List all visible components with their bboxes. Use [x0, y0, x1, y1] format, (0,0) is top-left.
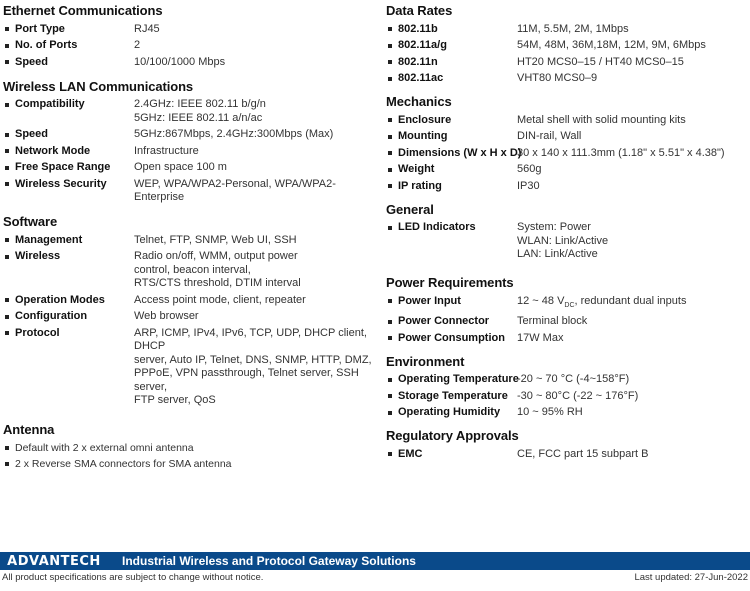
bullet-icon [388, 184, 392, 188]
section-title: Ethernet Communications [3, 3, 163, 18]
power-section [386, 273, 748, 347]
bullet-icon [388, 168, 392, 172]
spec-row [3, 176, 375, 206]
left-column [3, 0, 375, 472]
spec-label: Power Input [398, 294, 461, 307]
spec-label: Storage Temperature [398, 389, 508, 402]
section-title: Antenna [3, 422, 55, 437]
spec-value: 10/100/1000 Mbps [134, 55, 226, 68]
spec-value: Infrastructure [134, 144, 199, 157]
spec-label: 802.11ac [398, 72, 444, 84]
bullet-icon [5, 27, 9, 31]
spec-label: Wireless Security [15, 177, 107, 190]
disclaimer-note: All product specifications are subject to change without notice. [2, 572, 264, 583]
spec-value: 2 [134, 39, 141, 51]
software-section [3, 212, 375, 409]
spec-label: Power Consumption [398, 331, 505, 344]
spec-row [386, 178, 748, 195]
power-input-value-suffix: , redundant dual inputs [574, 294, 687, 307]
spec-row [386, 162, 748, 179]
spec-value: 17W Max [517, 331, 564, 344]
spec-row [3, 127, 375, 144]
regulatory-section [386, 426, 748, 463]
spec-row [386, 220, 748, 264]
footer-title: Industrial Wireless and Protocol Gateway Solutions [122, 554, 416, 568]
bullet-icon [5, 182, 9, 186]
bullet-icon [388, 336, 392, 340]
spec-value: DIN-rail, Wall [517, 130, 582, 142]
spec-value: IP30 [517, 179, 540, 192]
spec-value: RJ45 [134, 22, 160, 35]
bullet-icon [5, 238, 9, 242]
spec-row [3, 309, 375, 326]
section-title: Environment [386, 353, 465, 369]
bullet-icon [5, 298, 9, 302]
spec-row [3, 249, 375, 293]
spec-label: Port Type [15, 22, 65, 35]
spec-row [386, 446, 748, 463]
power-input-value: 12 ~ 48 V [517, 294, 565, 307]
bullet-icon [5, 446, 9, 450]
bullet-icon [5, 315, 9, 319]
spec-value: -20 ~ 70 °C (-4~158°F) [517, 373, 630, 386]
spec-label: Network Mode [15, 144, 91, 157]
spec-row [3, 232, 375, 249]
spec-label: EMC [398, 447, 423, 460]
spec-row [3, 325, 375, 409]
spec-value: CE, FCC part 15 subpart B [517, 447, 649, 460]
spec-value: HT20 MCS0–15 / HT40 MCS0–15 [517, 55, 684, 68]
spec-row [3, 143, 375, 160]
spec-row [386, 388, 748, 405]
spec-row [386, 21, 748, 38]
spec-row [3, 97, 375, 127]
spec-label: Speed [15, 128, 49, 140]
spec-row [386, 372, 748, 389]
section-title: Data Rates [386, 3, 453, 18]
mechanics-section [386, 92, 748, 195]
spec-label: Power Connector [398, 315, 490, 328]
spec-value: Metal shell with solid mounting kits [517, 113, 686, 126]
spec-value: 54M, 48M, 36M,18M, 12M, 9M, 6Mbps [517, 39, 706, 51]
section-title: General [386, 201, 434, 217]
bullet-icon [388, 118, 392, 122]
spec-value: ARP, ICMP, IPv4, IPv6, TCP, UDP, DHCP client, DHCP server, Auto IP, Telnet, DNS, SNMP, HTTP, DMZ, PPPoE, VPN passthrough, Telnet server, SSH server, FTP server, QoS [134, 326, 372, 406]
spec-row [386, 38, 748, 55]
bullet-icon [5, 133, 9, 137]
spec-row [386, 129, 748, 146]
bullet-icon [5, 462, 9, 466]
spec-value: Radio on/off, WMM, output power control, beacon interval, RTS/CTS threshold, DTIM interval [134, 250, 301, 289]
bullet-icon [388, 411, 392, 415]
spec-value: Access point mode, client, repeater [134, 293, 306, 306]
spec-value: 2.4GHz: IEEE 802.11 b/g/n 5GHz: IEEE 802.11 a/n/ac [134, 98, 266, 124]
spec-label: Operating Temperature [398, 373, 519, 386]
section-title: Software [3, 214, 58, 229]
bullet-icon [5, 60, 9, 64]
spec-label: Dimensions (W x H x D) [398, 146, 522, 159]
bullet-icon [5, 166, 9, 170]
spec-label: No. of Ports [15, 39, 78, 51]
spec-value: -30 ~ 80°C (-22 ~ 176°F) [517, 389, 639, 402]
ethernet-section [3, 1, 375, 71]
spec-row [3, 160, 375, 177]
spec-label: 802.11a/g [398, 39, 447, 51]
spec-value: 560g [517, 163, 542, 175]
spec-row [386, 330, 748, 347]
advantech-logo: ADVANTECH [7, 553, 101, 569]
list-item [3, 440, 375, 456]
spec-value [517, 295, 748, 313]
spec-row [3, 292, 375, 309]
spec-row [3, 21, 375, 38]
spec-row [386, 314, 748, 331]
list-item-text: 2 x Reverse SMA connectors for SMA antenna [15, 458, 232, 470]
section-title: Mechanics [386, 94, 452, 109]
list-item [3, 456, 375, 472]
last-updated-note: Last updated: 27-Jun-2022 [634, 572, 748, 583]
spec-row [386, 145, 748, 162]
power-input-subscript: DC [564, 301, 575, 309]
bullet-icon [388, 320, 392, 324]
bullet-icon [388, 60, 392, 64]
spec-value: 5GHz:867Mbps, 2.4GHz:300Mbps (Max) [134, 128, 334, 140]
spec-label: Free Space Range [15, 161, 111, 173]
spec-value: Telnet, FTP, SNMP, Web UI, SSH [134, 233, 297, 246]
bullet-icon [388, 452, 392, 456]
spec-label: Operation Modes [15, 293, 105, 306]
data-rates-section [386, 1, 748, 87]
bullet-icon [388, 299, 392, 303]
spec-label: Enclosure [398, 113, 452, 126]
spec-row [386, 405, 748, 422]
spec-value: Terminal block [517, 315, 588, 328]
bullet-icon [388, 394, 392, 398]
bullet-icon [388, 77, 392, 81]
bullet-icon [5, 44, 9, 48]
spec-row [386, 112, 748, 129]
footer-bar [0, 552, 750, 570]
section-title: Power Requirements [386, 275, 514, 290]
spec-label: Mounting [398, 130, 448, 142]
list-item-text: Default with 2 x external omni antenna [15, 442, 194, 454]
antenna-section [3, 420, 375, 472]
section-title: Regulatory Approvals [386, 428, 519, 444]
bullet-icon [5, 149, 9, 153]
spec-value: Web browser [134, 310, 199, 322]
spec-value: 10 ~ 95% RH [517, 406, 583, 419]
bullet-icon [5, 331, 9, 335]
right-column [386, 0, 748, 463]
bullet-icon [388, 44, 392, 48]
spec-row [3, 54, 375, 71]
spec-value: System: Power WLAN: Link/Active LAN: Link/Active [517, 221, 609, 260]
spec-row [386, 293, 748, 314]
section-title: Wireless LAN Communications [3, 78, 194, 94]
bullet-icon [388, 378, 392, 382]
spec-label: Speed [15, 55, 49, 68]
bullet-icon [388, 151, 392, 155]
spec-value: 11M, 5.5M, 2M, 1Mbps [517, 22, 629, 35]
spec-label: Configuration [15, 310, 88, 322]
spec-value: WEP, WPA/WPA2-Personal, WPA/WPA2-Enterprise [134, 177, 336, 203]
bullet-icon [388, 226, 392, 230]
spec-label: 802.11b [398, 22, 438, 35]
spec-label: Operating Humidity [398, 406, 501, 419]
bullet-icon [388, 135, 392, 139]
spec-value: 30 x 140 x 111.3mm (1.18" x 5.51" x 4.38") [517, 146, 725, 159]
environment-section [386, 352, 748, 422]
spec-label: Weight [398, 163, 435, 175]
bullet-icon [5, 255, 9, 259]
bullet-icon [5, 103, 9, 107]
spec-label: Compatibility [15, 98, 85, 110]
spec-row [386, 54, 748, 71]
spec-value: VHT80 MCS0–9 [517, 72, 598, 84]
bullet-icon [388, 27, 392, 31]
spec-row [3, 38, 375, 55]
spec-label: Protocol [15, 326, 60, 339]
spec-label: IP rating [398, 179, 442, 192]
spec-label: Wireless [15, 250, 61, 262]
spec-label: LED Indicators [398, 221, 476, 233]
wlan-section [3, 77, 375, 207]
spec-value: Open space 100 m [134, 161, 227, 173]
spec-label: 802.11n [398, 55, 438, 68]
general-section [386, 200, 748, 264]
spec-row [386, 71, 748, 88]
spec-label: Management [15, 233, 83, 246]
